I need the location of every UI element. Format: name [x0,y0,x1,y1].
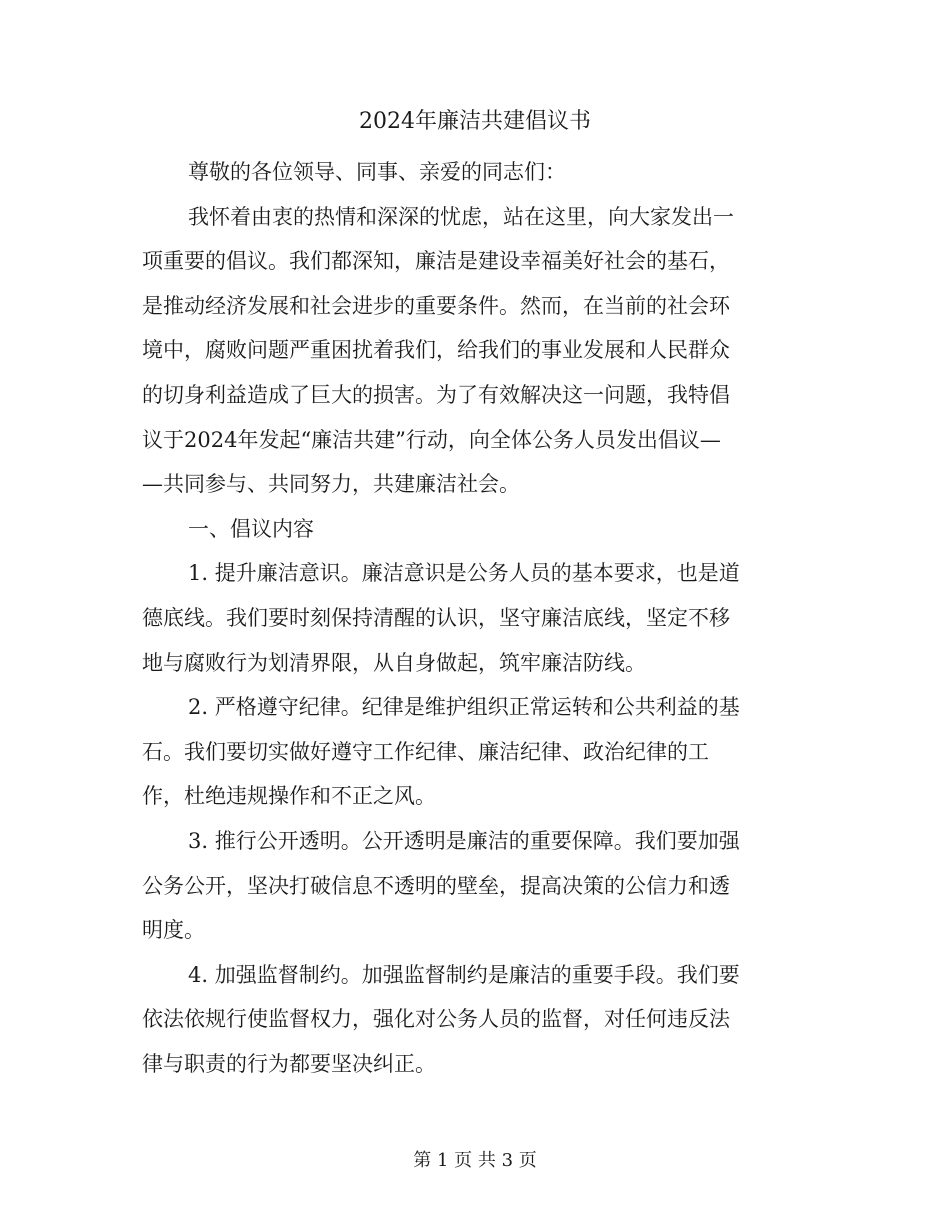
page-number-footer: 第 1 页 共 3 页 [413,1150,537,1171]
list-item-line: 德底线。我们要时刻保持清醒的认识，坚守廉洁底线，坚定不移 [142,605,730,630]
list-item-line: 公务公开，坚决打破信息不透明的壁垒，提高决策的公信力和透 [142,873,730,898]
paragraph-line: —共同参与、共同努力，共建廉洁社会。 [142,472,520,497]
list-item-line: 地与腐败行为划清界限，从自身做起，筑牢廉洁防线。 [142,650,646,675]
list-item-line: 3. 推行公开透明。公开透明是廉洁的重要保障。我们要加强 [188,828,740,853]
list-item-line: 4. 加强监督制约。加强监督制约是廉洁的重要手段。我们要 [188,962,740,987]
paragraph-line: 的切身利益造成了巨大的损害。为了有效解决这一问题，我特倡 [142,382,730,407]
section-heading: 一、倡议内容 [188,516,314,541]
list-item-line: 作，杜绝违规操作和不正之风。 [142,784,436,809]
paragraph-line: 议于2024年发起“廉洁共建”行动，向全体公务人员发出倡议— [142,427,721,452]
paragraph-line: 项重要的倡议。我们都深知，廉洁是建设幸福美好社会的基石， [142,249,730,274]
paragraph-line: 境中，腐败问题严重困扰着我们，给我们的事业发展和人民群众 [142,338,730,363]
document-title: 2024年廉洁共建倡议书 [359,109,591,134]
list-item-line: 明度。 [142,918,205,943]
document-body [142,150,810,1086]
list-item-line: 1. 提升廉洁意识。廉洁意识是公务人员的基本要求，也是道 [188,561,740,586]
list-item-line: 石。我们要切实做好遵守工作纪律、廉洁纪律、政治纪律的工 [142,739,709,764]
salutation-line: 尊敬的各位领导、同事、亲爱的同志们： [188,160,566,184]
list-item-line: 律与职责的行为都要坚决纠正。 [142,1051,436,1076]
list-item-line: 2. 严格遵守纪律。纪律是维护组织正常运转和公共利益的基 [188,695,740,720]
paragraph-line: 是推动经济发展和社会进步的重要条件。然而，在当前的社会环 [142,293,730,318]
paragraph-line: 我怀着由衷的热情和深深的忧虑，站在这里，向大家发出一 [188,204,734,229]
list-item-line: 依法依规行使监督权力，强化对公务人员的监督，对任何违反法 [142,1007,730,1032]
